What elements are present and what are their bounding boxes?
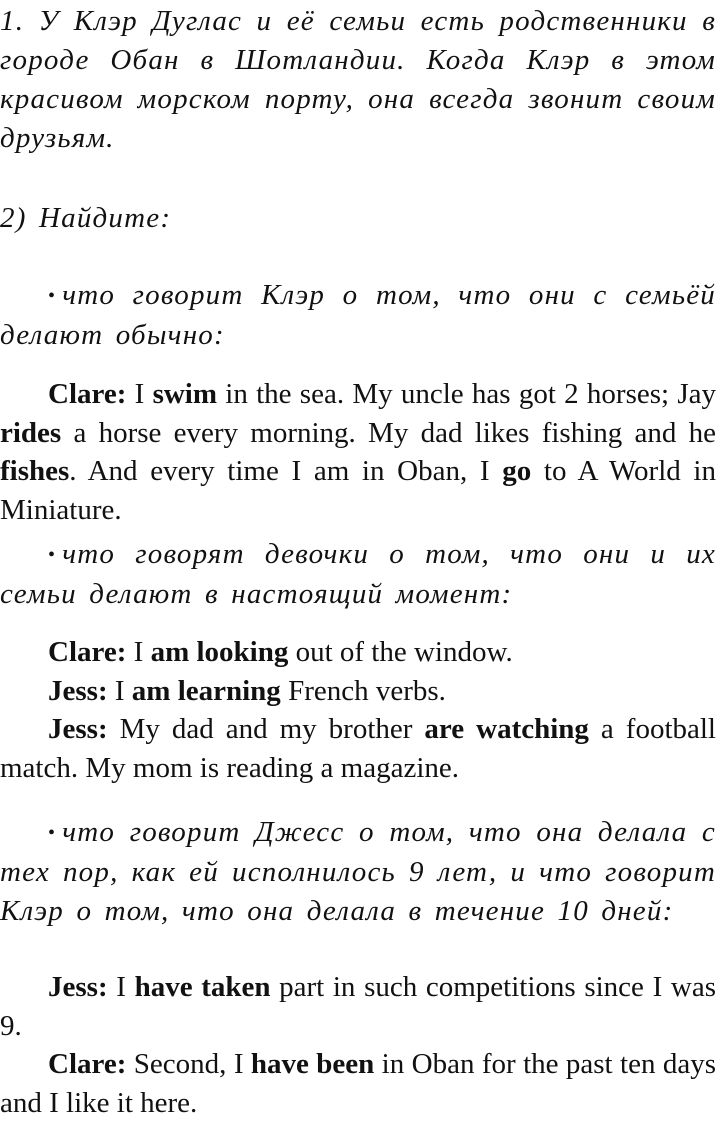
verb-highlight: am looking	[150, 636, 289, 668]
dialogue-present	[0, 633, 716, 787]
section-2-heading: 2) Найдите:	[0, 202, 172, 234]
speaker-label: Clare:	[48, 1048, 127, 1080]
paragraph-clare-usual: Clare: I swim in the sea. My uncle has got 2 horses; Jay rides a horse every morning. My dad likes fishing and he fishes. And every time I am in Oban, I go to A World in Miniature.	[0, 378, 716, 526]
verb-highlight: rides	[0, 416, 62, 449]
verb-highlight: are watching	[424, 713, 589, 745]
verb-highlight: am learning	[131, 674, 281, 707]
speaker-label: Jess:	[48, 713, 108, 745]
dialogue-line: Clare: Second, I have been in Oban for the past ten days and I like it here.	[0, 1048, 716, 1119]
verb-highlight: swim	[152, 378, 218, 410]
verb-highlight: go	[502, 455, 532, 487]
dialogue-line: Clare: I am looking out of the window.	[48, 636, 513, 668]
dialogue-line: Jess: I am learning French verbs.	[48, 674, 446, 707]
bullet-usual-actions: • что говорит Клэр о том, что они с семьёй делают обычно:	[0, 279, 716, 351]
speaker-label: Clare:	[48, 378, 127, 410]
section-1-text: 1. У Клэр Дуглас и её семьи есть родственники в городе Обан в Шотландии. Когда Клэр в этом красивом морском порту, она всегда звонит своим друзьям.	[0, 5, 716, 154]
bullet-perfect-actions: • что говорит Джесс о том, что она делала с тех пор, как ей исполнилось 9 лет, и что говорит Клэр о том, что она делала в течение 10 дней:	[0, 816, 716, 927]
bullet-present-actions: • что говорят девочки о том, что они и их семьи делают в настоящий момент:	[0, 538, 716, 610]
dialogue-line: Jess: My dad and my brother are watching a football match. My mom is reading a magazine.	[0, 713, 716, 784]
verb-highlight: fishes	[0, 455, 70, 487]
verb-highlight: have been	[250, 1048, 375, 1080]
bullet-icon: •	[48, 822, 57, 844]
verb-highlight: have taken	[134, 971, 271, 1003]
dialogue-perfect	[0, 968, 716, 1122]
bullet-icon: •	[48, 544, 57, 566]
speaker-label: Clare:	[48, 636, 127, 668]
bullet-icon: •	[48, 285, 57, 307]
speaker-label: Jess:	[48, 674, 108, 707]
speaker-label: Jess:	[48, 971, 108, 1003]
dialogue-line: Jess: I have taken part in such competitions since I was 9.	[0, 971, 716, 1042]
